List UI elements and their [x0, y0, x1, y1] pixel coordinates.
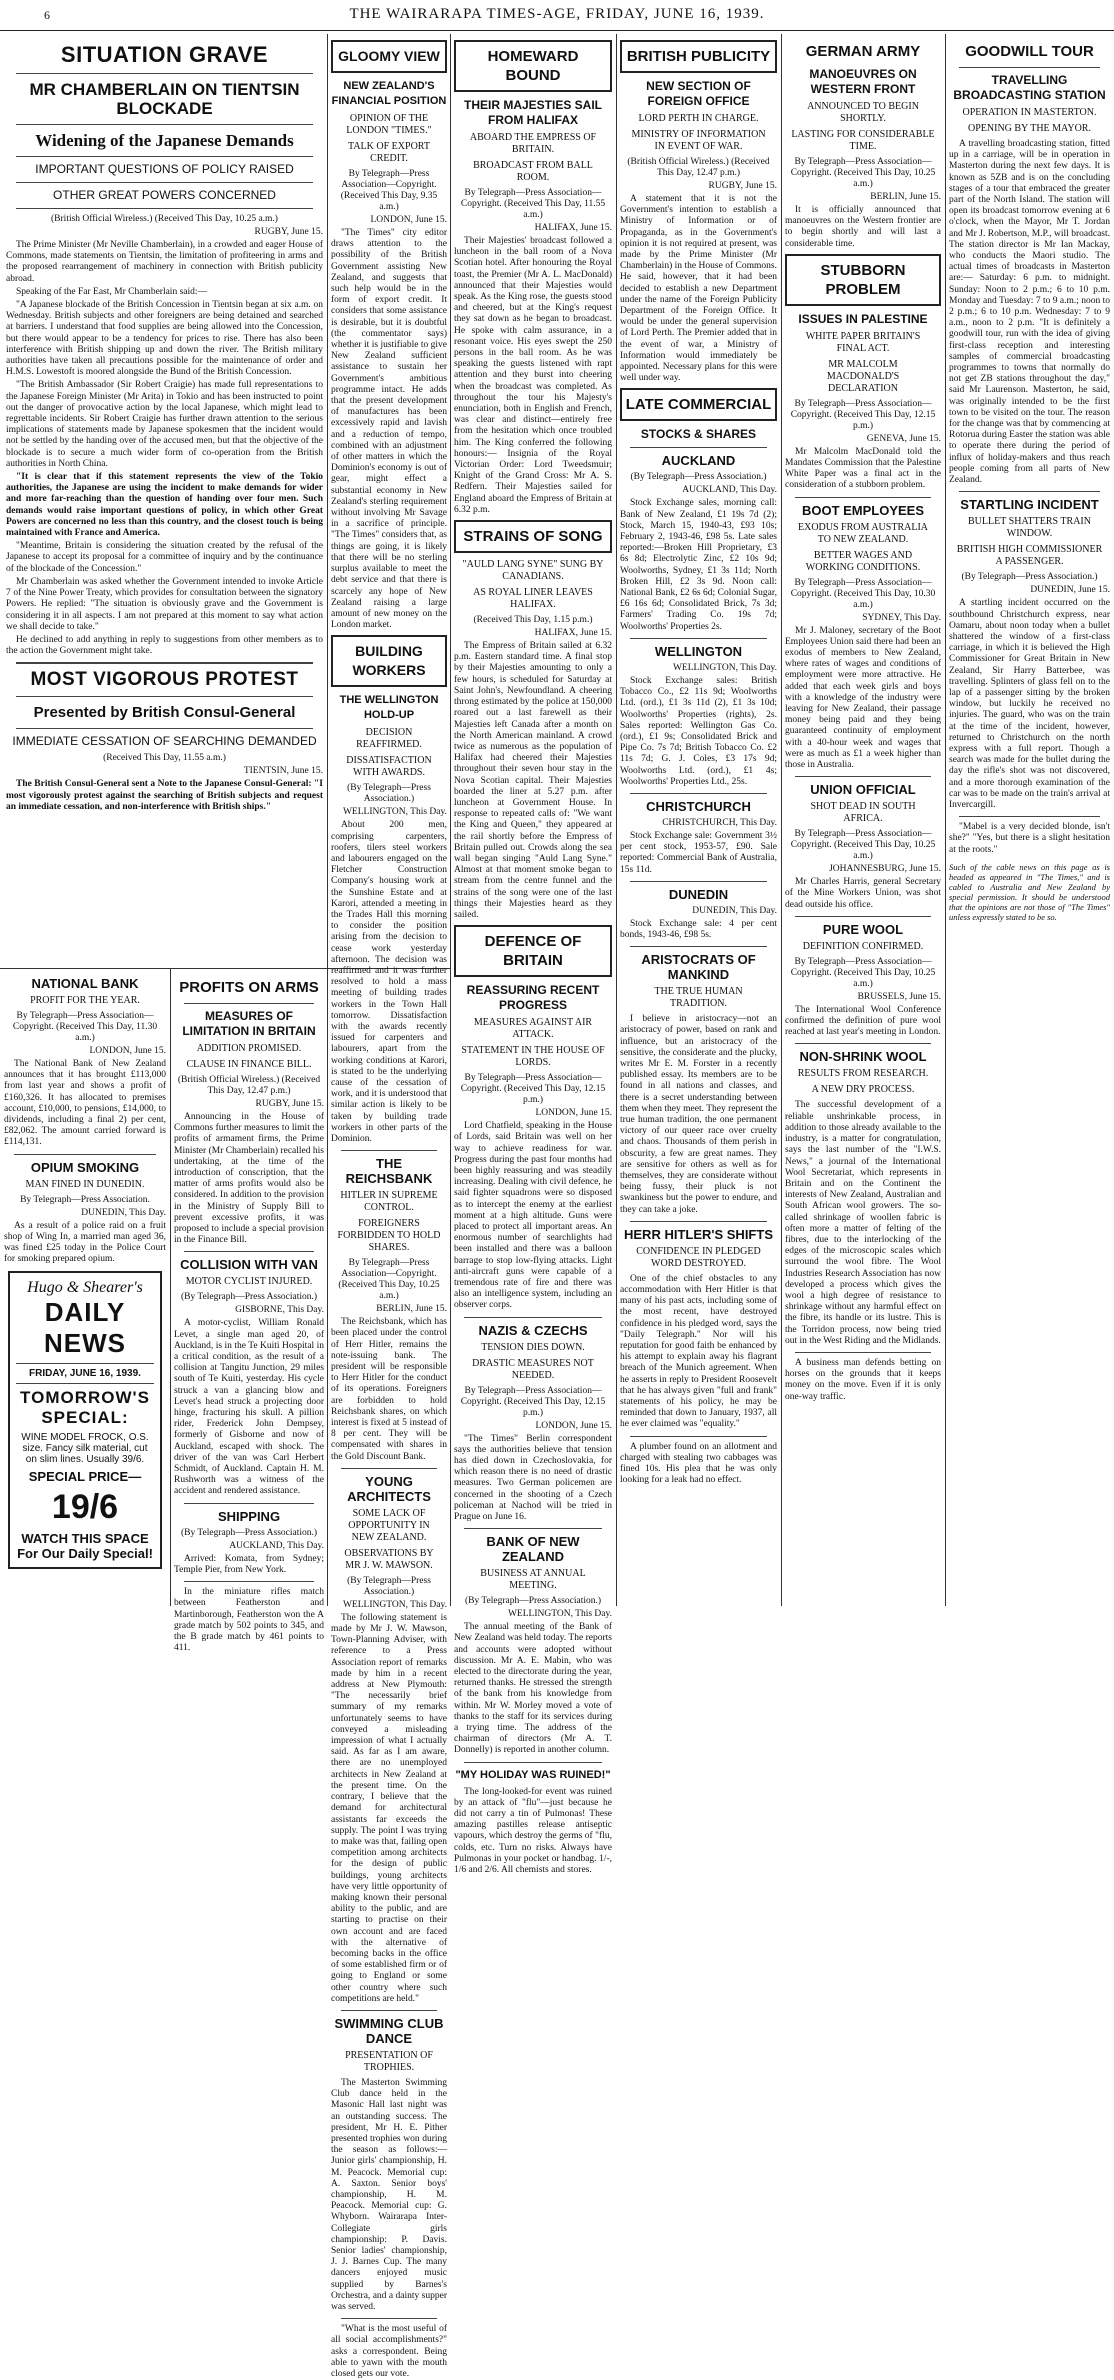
credit: (British Official Wireless.) (Received This Day, 10.25 a.m.) — [51, 214, 278, 224]
headline: NATIONAL BANK — [31, 976, 139, 991]
paragraph: Stock Exchange sale: Government 3½ per cent stock, 1953-57, £90. Sale reported: Commercial Bank of Australia, 15s 11d. — [620, 830, 777, 875]
paragraph: The successful development of a reliable unshrinkable process, in addition to those already available to the industry, is a matter for congratulation, says the last number of the "I.W.S. News," a journal of the International Wool Secretariat, which represents in Britain and on the Continent the interests of New Zealand, Australian and South African wool growers. The so-called shrinkage of woollen fabric is often more a matter of felting of the fibres, due to the interlocking of the edges of the microscopic scales which surround the wool fibre. The Wool Industries Research Association has now developed a process which gives the wool a high degree of resistance to shrinkage without any harmful effect on the fibre, its handle or its lustre. This is the Torridon process, now being tried out in the West Riding and the Midlands. — [785, 1100, 941, 1346]
dateline: RUGBY, June 15. — [254, 227, 323, 237]
subheadline: TALK OF EXPORT CREDIT. — [348, 141, 430, 164]
paragraph: Arrived: Komata, from Sydney; Temple Pier, from New York. — [174, 1553, 324, 1575]
subheadline: MR CHAMBERLAIN ON TIENTSIN BLOCKADE — [29, 80, 300, 118]
ad-brand: Hugo & Shearer's — [27, 1279, 143, 1297]
dateline: HALIFAX, June 15. — [534, 628, 612, 639]
subheadline: Presented by British Consul-General — [33, 704, 296, 722]
headline: SITUATION GRAVE — [60, 42, 269, 67]
column-rule — [616, 34, 617, 1606]
dateline: BRUSSELS, June 15. — [857, 991, 941, 1002]
subheadline: THEIR MAJESTIES SAIL FROM HALIFAX — [463, 98, 603, 127]
subheadline: ADDITION PROMISED. — [196, 1043, 302, 1054]
subheadline: MR MALCOLM MACDONALD'S DECLARATION — [826, 358, 900, 394]
dateline: DUNEDIN, June 15. — [1030, 585, 1110, 596]
headline: BRITISH PUBLICITY — [620, 40, 777, 73]
headline: PROFITS ON ARMS — [179, 979, 319, 996]
dateline: LONDON, June 15. — [535, 1108, 612, 1119]
column-rule — [170, 968, 171, 1606]
credit: By Telegraph—Press Association—Copyright. (Received This Day, 12.15 p.m.) — [790, 398, 936, 431]
dateline: BERLIN, June 15. — [870, 192, 941, 202]
paragraph: The International Wool Conference confirmed the definition of pure wool reached at last year's meeting in London. — [785, 1004, 941, 1038]
headline: AUCKLAND — [661, 453, 736, 469]
paragraph: The Masterton Swimming Club dance held in the Masonic Hall last night was an outstanding success. The president, Mr H. E. Pither presented trophies won during the season as follows:— Junior girls' championship, H. M. Peacock. Memorial cup: A. Saxton. Senior boys' championship, H. M. Peacock. Memorial cup: G. Whyborn. Wairarapa Inter-Collegiate girls championship: P. Davis. Senior ladies' championship, J. J. Barnes Cup. The many dancers enjoyed music supplied by Barnes's Orchestra, and a dainty supper was served. — [331, 2077, 447, 2313]
paragraph: The Reichsbank, which has been placed under the control of Herr Hitler, remains the note-issuing bank. The president will be responsible to Herr Hitler for the conduct of its operations. Foreigners are forbidden to hold Reichsbank shares, on which interest is fixed at 5 instead of 8 per cent. They will be compensated with shares in the Gold Discount Bank. — [331, 1317, 447, 1462]
credit: (By Telegraph—Press Association.) — [630, 472, 767, 483]
credit: By Telegraph—Press Association—Copyright. (Received This Day, 10.25 a.m.) — [790, 956, 936, 989]
dateline: GISBORNE, This Day. — [235, 1305, 324, 1316]
headline: ARISTOCRATS OF MANKIND — [641, 952, 756, 983]
newspaper-title: THE WAIRARAPA TIMES-AGE, FRIDAY, JUNE 16, 1939. — [349, 6, 765, 22]
subheadline: OBSERVATIONS BY MR J. W. MAWSON. — [344, 1547, 434, 1571]
paragraph: Announcing in the House of Commons further measures to limit the profits of armament firms, the Prime Minister (Mr Chamberlain) recalled his undertaking, at the time of the introduction of conscription, that the matter of arms profits would also be considered. In addition to the provision in the Ministry of Supply Bill to prevent excessive profits, it was proposed to include a special provision in the Finance Bill. — [174, 1112, 324, 1246]
subheadline: STATEMENT IN THE HOUSE OF LORDS. — [461, 1045, 605, 1069]
dateline: WELLINGTON, This Day. — [672, 662, 777, 673]
headline: STRAINS OF SONG — [454, 520, 612, 553]
paragraph: "What is the most useful of all social accomplishments?" asks a correspondent. Being able to yawn with the mouth closed gets our vote. — [331, 2324, 447, 2380]
dateline: LONDON, June 15. — [535, 1420, 612, 1431]
column-3 — [454, 36, 613, 1876]
paragraph: Mr Malcolm MacDonald told the Mandates Commission that the Palestine White Paper was a final act in the consideration of a stubborn problem. — [785, 446, 941, 491]
column-6 — [949, 36, 1110, 1606]
column-5 — [785, 36, 941, 1606]
paragraph: Their Majesties' broadcast followed a luncheon in the ball room of a Nova Scotian hotel. After honouring the Royal toast, the Premier (Mr A. L. MacDonald) announced that their Majesties would speak. As the King rose, the guests stood and cheered, but at the King's request they sat down as he began to broadcast. He spoke with calm assurance, in a resonant voice. His eyes swept the 250 persons in the ball room. As he was speaking the guests listened with rapt attention and they burst into cheering when the broadcast was completed. As throughout the tour his Majesty's enunciation, both in English and French, was clear and distinct—entirely free from the hesitation which once troubled him. The King conferred the following honours:— Insignia of the Royal Victorian Order: Lord Tweedsmuir; Knight of the Grand Cross: Mr A. S. Redfern. Their Majesties sailed for England aboard the Empress of Britain at 6.32 p.m. — [454, 236, 612, 515]
subheadline: STOCKS & SHARES — [640, 427, 757, 442]
headline: HERR HITLER'S SHIFTS — [624, 1226, 773, 1242]
paragraph: "Mabel is a very decided blonde, isn't she?" "Yes, but there is a slight hesitation at the roots." — [949, 822, 1110, 855]
credit: (British Official Wireless.) (Received This Day, 12.47 p.m.) — [177, 1075, 321, 1096]
paragraph: "Meantime, Britain is considering the situation created by the refusal of the Japanese to accept its proposal for a committee of inquiry and by the continuance of the blockade of the Concession." — [6, 541, 323, 574]
headline: GOODWILL TOUR — [965, 43, 1094, 60]
paragraph: The Prime Minister (Mr Neville Chamberlain), in a crowded and eager House of Commons, made statements on Tientsin, the limitation of profiteering in arms and the proposed rearrangement of machinery in connection with British publicity abroad. — [6, 240, 323, 284]
headline: NAZIS & CZECHS — [478, 1322, 588, 1338]
column-rule — [945, 34, 946, 1606]
headline: BOOT EMPLOYEES — [801, 502, 925, 518]
subheadline: CLAUSE IN FINANCE BILL. — [186, 1059, 312, 1070]
subheadline: ISSUES IN PALESTINE — [798, 311, 928, 326]
subheadline: OTHER GREAT POWERS CONCERNED — [53, 188, 276, 202]
dateline: HALIFAX, June 15. — [534, 223, 612, 233]
credit: (By Telegraph—Press Association.) — [347, 783, 431, 805]
paragraph: The annual meeting of the Bank of New Zealand was held today. The reports and accounts were adopted without discussion. Mr A. E. Mabin, who was elected to the directorate during the year, returned thanks. He stressed the strength of the bank from his knowledge from within. Mr W. Morley moved a vote of thanks to the staff for its services during a trying time. The address of the chairman of directors (Mr A. T. Donnelly) is reported in another column. — [454, 1622, 612, 1756]
ad-headline: TOMORROW'S SPECIAL: — [20, 1388, 150, 1428]
paragraph: A statement that it is not the Government's intention to establish a Ministry of Information or of Propaganda, as in the Government's opinion it is not required at present, was made by the Prime Minister (Mr Chamberlain) in the House of Commons. He said, however, that it had been decided to establish a new Department under the name of the Foreign Publicity Department of the Foreign Office. It would be under the general supervision of Lord Perth. The Premier added that in the event of war, a Ministry of Information would immediately be appointed. Necessary plans for this were well under way. — [620, 194, 777, 384]
subheadline: EXODUS FROM AUSTRALIA TO NEW ZEALAND. — [797, 521, 928, 545]
headline: GLOOMY VIEW — [331, 40, 447, 73]
headline: SHIPPING — [217, 1508, 281, 1524]
subheadline: MINISTRY OF INFORMATION IN EVENT OF WAR. — [631, 129, 766, 152]
paragraph: Stock Exchange sales: British Tobacco Co., £2 11s 9d; Woolworths Ltd. (ord.), £1 3s 11d (2), £1 3s 10d; Woolworths' Properties (rights), 2s. Sales reported: Wellington Gas Co. (ord.), £1 9s; Consolidated Brick and Pipe Co. 7s 7d; British Tobacco Co. £2 11s 7d; G. J. Coles, £3 17s 9d; Woolworths Ltd. (ord.), £1 4s; Woolworths' Properties Ltd., 25s. — [620, 675, 777, 787]
dateline: DUNEDIN, This Day. — [81, 1207, 166, 1218]
subheadline: SHOT DEAD IN SOUTH AFRICA. — [810, 801, 916, 825]
subheadline: THE WELLINGTON HOLD-UP — [339, 694, 439, 722]
subheadline: LORD PERTH IN CHARGE. — [638, 113, 759, 124]
cable-news-footnote: Such of the cable news on this page as is headed as appeared in "The Times," and is cabled to Australia and New Zealand by special permission. It should be understood that the opinions are not those of "The Times" unless expressly stated to be so. — [949, 861, 1110, 922]
dateline: SYDNEY, This Day. — [862, 612, 941, 623]
headline: BUILDING WORKERS — [331, 635, 447, 687]
subheadline: NEW ZEALAND'S FINANCIAL POSITION — [331, 80, 447, 107]
paragraph: A plumber found on an allotment and charged with stealing two cabbages was fined 10s. His plea that he was only looking for a leak had no effect. — [620, 1441, 777, 1486]
column-4 — [620, 36, 777, 1606]
subheadline: IMPORTANT QUESTIONS OF POLICY RAISED — [35, 162, 294, 176]
credit: By Telegraph—Press Association. — [20, 1194, 150, 1205]
headline: LATE COMMERCIAL — [620, 388, 777, 421]
dateline: TIENTSIN, June 15. — [243, 766, 323, 777]
headline: STUBBORN PROBLEM — [785, 254, 941, 306]
article-body — [6, 240, 323, 657]
paragraph: Speaking of the Far East, Mr Chamberlain said:— — [16, 286, 208, 297]
dateline: WELLINGTON, This Day. — [507, 1609, 612, 1620]
paragraph: Stock Exchange sale: 4 per cent bonds, 1943-46, £98 5s. — [620, 918, 777, 940]
paragraph: "The Times" Berlin correspondent says the authorities believe that tension has died down in Czechoslovakia, for which reason there is no need of drastic measures. Two German policemen are concerned in the shooting of a Czech policeman at Nachod will be tried in Prague on June 16. — [454, 1433, 612, 1523]
column-rule — [450, 34, 451, 1606]
paragraph: He declined to add anything in reply to suggestions from other members as to the action the Government might take. — [6, 634, 323, 657]
paragraph: The following statement is made by Mr J. W. Mawson, Town-Planning Adviser, with reference to a Press Association report of remarks made by him in a recent address at New Plymouth: "The necessarily brief summary of my remarks unfortunately seems to have conveyed a misleading impression of what I actually said. As far as I am aware, there are no unemployed architects in New Zealand at the present time. On the contrary, I believe that the demand for architectural assistants far exceeds the supply. The point I was trying to make was that, failing open competition among architects for the design of public buildings, young architects have very little opportunity of making known their personal ability to the public, and are starting to practise on their own account and are faced with the alternative of becoming backs in the office of some established firm or of going to England or some other country where such competitions are held." — [331, 1612, 447, 2004]
subheadline: OPINION OF THE LONDON "TIMES." — [346, 113, 432, 136]
dateline: WELLINGTON, This Day. — [342, 807, 447, 818]
credit: By Telegraph—Press Association—Copyright. (Received This Day, 11.55 a.m.) — [460, 188, 606, 220]
subheadline: DISSATISFACTION WITH AWARDS. — [346, 755, 432, 779]
subheadline: MEASURES OF LIMITATION IN BRITAIN — [182, 1009, 316, 1038]
subheadline: CONFIDENCE IN PLEDGED WORD DESTROYED. — [636, 1245, 761, 1269]
lead-story — [6, 36, 323, 964]
subheadline: TRAVELLING BROADCASTING STATION — [953, 73, 1106, 102]
credit: By Telegraph—Press Association—Copyright. (Received This Day, 10.25 a.m.) — [790, 829, 936, 862]
credit: By Telegraph—Press Association—Copyright. (Received This Day, 10.25 a.m.) — [338, 1258, 440, 1302]
subheadline: MOTOR CYCLIST INJURED. — [185, 1276, 313, 1288]
subheadline: THE TRUE HUMAN TRADITION. — [654, 986, 743, 1010]
paragraph: "A Japanese blockade of the British Concession in Tientsin began at six a.m. on Wednesday. British subjects and other foreigners are being detained and searched at barriers. I understand that food supplies are being allowed into the Concession, but there would appear to be a tendency for prices to rise. There has also been interference with British shipping up and down the river. The British military authorities have taken all precautions possible for the maintenance of order and H.M.S. Lowestoft is moored alongside the Bund of the British Concession. — [6, 300, 323, 378]
headline: CHRISTCHURCH — [646, 798, 751, 814]
subheadline: OPENING BY THE MAYOR. — [968, 123, 1091, 134]
headline: COLLISION WITH VAN — [180, 1257, 318, 1273]
credit: By Telegraph—Press Association—Copyright. (Received This Day, 11.30 a.m.) — [12, 1011, 158, 1043]
paragraph: I believe in aristocracy—not an aristocracy of power, based on rank and influence, but an aristocracy of the sensitive, the considerate and the plucky, writes Mr E. M. Forster in a recently published essay. Its members are to be found in all nations and classes, and there is a secret understanding between them when they meet. They represent the true human tradition, the one permanent victory of our queer race over cruelty and chaos. Thousands of them perish in obscurity, a few are great names. They are sensitive for others as well as for themselves, they are considerate without being fussy, their pluck is not swankiness but the power to endure, and they can take a joke. — [620, 1014, 777, 1215]
dateline: AUCKLAND, This Day. — [682, 485, 777, 496]
paragraph: In the miniature rifles match between Featherston and Martinborough, Featherston won the A grade match by 502 points to 345, and the B grade match by 461 points to 411. — [174, 1587, 324, 1654]
page-number: 6 — [44, 8, 50, 22]
headline: HOMEWARD BOUND — [454, 40, 612, 92]
subheadline: SOME LACK OF OPPORTUNITY IN NEW ZEALAND. — [348, 1507, 430, 1543]
headline: PURE WOOL — [822, 921, 904, 937]
paragraph: "The British Ambassador (Sir Robert Craigie) has made full representations to the Japanese Foreign Minister (Mr Arita) in Tokio and has been instructed to point out the danger of provocative action by the local Japanese, which might lead to regrettable incidents. Sir Robert Craigie has further drawn attention to the serious implications of statements made by Japanese spokesmen that the incident would not be settled by the handing over of the accused men, but that the objective of the blockade is to secure a much wider form of co-operation from the British authorities in North China. — [6, 380, 323, 469]
paragraph: A travelling broadcasting station, fitted up in a carriage, will be in operation in Masterton during the next few days. It is known as 5ZB and is on the concluding stages of a tour that embraced the greater part of the North Island. The station will open its broadcast tomorrow evening at 6 o'clock, when the Mayor, Mr T. Jordan and Mr J. Robertson, M.P., will broadcast. The station director is Mr Ian Mackay, who conducts the Maori studio. The actual times of broadcasts in Masterton are:— Saturday: 6 p.m. to midnight. Sunday: Noon to 2 p.m.; 6 to 10 p.m. Monday and Tuesday: 7 to 9 a.m.; noon to 2 p.m.; 6 to 10 p.m. Wednesday: 7 to 9 a.m., noon to 2 p.m. "It is definitely a goodwill tour, run with the idea of giving first-class reception and interesting samples of commercial broadcasting programmes to towns that normally do not get ZB stations throughout the day," said Mr Laurenson. Masterton, he said, was originally intended to be the first town to be visited on the tour. The reason for the change was that by commencing at Rotorua during Easter the station was able to operate there during the period of influx of holiday-makers and thus reach people coming from all parts of New Zealand. — [949, 139, 1110, 486]
column-rule — [781, 34, 782, 1606]
subheadline: NEW SECTION OF FOREIGN OFFICE — [646, 79, 751, 108]
subheadline: DRASTIC MEASURES NOT NEEDED. — [472, 1357, 594, 1381]
ad-special-label: SPECIAL PRICE— — [28, 1469, 142, 1485]
headline: YOUNG ARCHITECTS — [347, 1473, 431, 1504]
dateline: RUGBY, June 15. — [708, 181, 777, 191]
masthead — [0, 0, 1114, 31]
subheadline: BRITISH HIGH COMMISSIONER A PASSENGER. — [956, 544, 1103, 568]
column-2 — [331, 36, 447, 2380]
credit: By Telegraph—Press Association—Copyright. (Received This Day, 12.15 p.m.) — [460, 1073, 606, 1106]
paragraph: A motor-cyclist, William Ronald Levet, a single man aged 20, of Auckland, is in the Te Kuiti Hospital in a critical condition, as the result of a collision at Tangitu Junction, 29 miles south of Te Kuiti, yesterday. His cycle struck a van a glancing blow and Levet's head struck a projecting door hinge, fracturing his skull. A pillion rider, Frederick John Dempsey, formerly of Gisborne and now of Auckland, escaped with shock. The driver of the van was Carl Herbert Schmidt, of Auckland. Captain H. M. Rushworth was a witness of the accident and rendered assistance. — [174, 1318, 324, 1497]
subheadline: A NEW DRY PROCESS. — [811, 1084, 915, 1096]
paragraph: One of the chief obstacles to any accommodation with Herr Hitler is that many of his past acts, including some of the most recent, have destroyed confidence in his pledged word, says the "Daily Telegraph." Nor will his reputation for good faith be enhanced by his attempt to explain away his flagrant breach of the Munich agreement. When he asserts in reply to President Roosevelt that he has always given "full and frank" statements of his policy, he may be reminded that down to January, 1937, all he ever claimed was "equality." — [620, 1273, 777, 1430]
ad-footer: WATCH THIS SPACE For Our Daily Special! — [17, 1531, 153, 1562]
paragraph: Mr Charles Harris, general Secretary of the Mine Workers Union, was shot dead outside his office. — [785, 877, 941, 910]
headline: DUNEDIN — [668, 886, 729, 902]
dateline: JOHANNESBURG, June 15. — [829, 864, 941, 875]
paragraph: A business man defends betting on horses on the grounds that it keeps money on the move. Even if it is only one-way traffic. — [785, 1357, 941, 1402]
headline: OPIUM SMOKING — [30, 1159, 140, 1175]
headline: UNION OFFICIAL — [810, 782, 916, 798]
credit: (Received This Day, 1.15 p.m.) — [473, 615, 593, 626]
subheadline: ABOARD THE EMPRESS OF BRITAIN. — [469, 132, 597, 155]
subheadline: PRESENTATION OF TROPHIES. — [345, 2049, 433, 2073]
dateline: AUCKLAND, This Day. — [229, 1540, 324, 1551]
paragraph: "It is clear that if this statement represents the view of the Tokio authorities, the Japanese are using the incident to make demands for wider and more far-reaching than the question of handing over four men. Such demands would raise important questions of policy, in which other Great Powers are concerned no less than this country, and the closest touch is being maintained with France and America. — [6, 472, 323, 539]
subheadline: TENSION DIES DOWN. — [481, 1341, 585, 1353]
credit: (By Telegraph—Press Association.) — [464, 1596, 602, 1607]
paragraph: The Empress of Britain sailed at 6.32 p.m. Eastern standard time. A final stop by their Majesties amounting to only a few hours, is scheduled for Saturday at Saint John's, Newfoundland. A cheering throng estimated by the police at 150,000 roared out a last farewell as their Majesties left Canada after a month on the North American mainland. A crowd twice as numerous as the population of Halifax had cheered their Majesties throughout their seven hour stay in the Nova Scotian capital. Their Majesties boarded the liner at 5.27 p.m. after luncheon at Government House. In response to repeated calls of: "We want the King and Queen," they appeared at the rail shortly before the Empress of Britain pulled out. Crowds along the sea wall began singing "Auld Lang Syne." Almost at that moment smoke began to stream from the centre funnel and the strains of the song were one of the last things their Majesties heard as they sailed. — [454, 641, 612, 920]
headline: MOST VIGOROUS PROTEST — [30, 669, 299, 691]
credit: By Telegraph—Press Association—Copyright. (Received This Day, 10.25 a.m.) — [790, 157, 936, 189]
dateline: LONDON, June 15. — [89, 1046, 166, 1056]
credit: (By Telegraph—Press Association.) — [180, 1527, 318, 1538]
subheadline: WHITE PAPER BRITAIN'S FINAL ACT. — [805, 330, 921, 354]
dateline: DUNEDIN, This Day. — [692, 905, 777, 916]
ad-date: FRIDAY, JUNE 16, 1939. — [29, 1368, 141, 1380]
headline: DEFENCE OF BRITAIN — [454, 925, 612, 977]
subheadline: RESULTS FROM RESEARCH. — [797, 1068, 929, 1080]
dateline: GENEVA, June 15. — [866, 433, 941, 444]
headline: WELLINGTON — [654, 643, 743, 659]
credit: (Received This Day, 11.55 a.m.) — [103, 753, 226, 764]
subheadline: Widening of the Japanese Demands — [35, 131, 294, 150]
subheadline: AS ROYAL LINER LEAVES HALIFAX. — [473, 587, 593, 611]
credit: (By Telegraph—Press Association.) — [347, 1575, 431, 1597]
column-2-lower — [174, 972, 324, 1654]
paragraph: The British Consul-General sent a Note to the Japanese Consul-General: "I most vigorously protest against the searching of British subjects and request an immediate cessation, and non-interference with British ships." — [6, 779, 323, 812]
paragraph: About 200 men, comprising carpenters, roofers, tilers steel workers and labourers engaged on the Fletcher Construction Company's housing work at the Sunshine Estate and at Karori, attended a meeting in the Trades Hall this morning to consider the position arising from the decision to cease work yesterday afternoon. The decision was reaffirmed and it was further resolved to hold a mass meeting of building trades workers in the Town Hall tomorrow. Dissatisfaction with the awards recently issued for carpenters and labourers, apart from the working conditions at Karori, is stated to be the underlying cause of the cessation of work, and it is understood that similar action is likely to be taken by building trade workers in other parts of the Dominion. — [331, 820, 447, 1144]
headline: STARTLING INCIDENT — [960, 497, 1099, 513]
paragraph: "The Times" city editor draws attention to the possibility of the British Government assisting New Zealand, and suggests that such help would be in the form of export credit. It considers that some assistance is desirable, but it is doubtful (the commentator says) whether it is justifiable to give New Zealand sufficient assistance to sustain her Government's ambitious programme intact. He adds that the present development of manufactures has been excessively rapid and lavish and a reduction of tempo, combined with an adjustment of other matters in which the Dominion's economy is out of gear, might effect a substantial economy in New Zealand's sterling requirement without involving Mr Savage in a sacrifice of principle. "The Times" considers that, as things are going, it is likely that there will be no sterling surplus available to meet the debt service and that there is scarcely any hope of New Zealand raising a large amount of new money on the London market. — [331, 228, 447, 631]
subheadline: OPERATION IN MASTERTON. — [962, 107, 1097, 118]
dateline: RUGBY, June 15. — [255, 1099, 324, 1109]
paragraph: Lord Chatfield, speaking in the House of Lords, said Britain was well on her way to achieve readiness for war. Progress during the past four months had been highly reassuring and was steadily increasing. Dealing with civil defence, he said fighter squadrons were so disposed as to intercept the enemy at the earliest moment at a high altitude. Guns were placed to protect all important areas. An enormous number of searchlights had been installed and there was a balloon barrage to stop low-flying attacks. Light anti-aircraft guns were capable of a tremendous rate of fire and there was also an intelligence system, including an observer corps. — [454, 1121, 613, 1311]
dateline: BERLIN, June 15. — [376, 1304, 447, 1315]
credit: (By Telegraph—Press Association.) — [961, 572, 1098, 583]
headline: BANK OF NEW ZEALAND — [486, 1534, 580, 1565]
paragraph: It is officially announced that manoeuvres on the Western frontier are to begin shortly and will last a considerable time. — [785, 205, 941, 249]
credit: By Telegraph—Press Association—Copyright. (Received This Day, 9.35 a.m.) — [340, 169, 438, 212]
credit: (British Official Wireless.) (Received This Day, 12.47 p.m.) — [627, 157, 770, 178]
dateline: LONDON, June 15. — [370, 215, 447, 225]
paragraph: The long-looked-for event was ruined by an attack of "flu"—just because he did not carry a tin of Pulmonas! These amazing pastilles release antiseptic vapours, which destroy the germs of "flu, colds, etc. Turn no risks. Always have Pulmonas in your pocket or handbag. 1/-, 1/6 and 2/6. All chemists and stores. — [454, 1786, 612, 1876]
article-body — [6, 779, 323, 813]
column-rule — [327, 34, 328, 1606]
subheadline: MANOEUVRES ON WESTERN FRONT — [809, 67, 917, 96]
subheadline: ANNOUNCED TO BEGIN SHORTLY. — [807, 101, 919, 124]
paragraph: As a result of a police raid on a fruit shop of Wing In, a married man aged 36, was fined £25 today in the Police Court for smoking prepared opium. — [4, 1220, 166, 1265]
subheadline: DECISION REAFFIRMED. — [356, 727, 422, 751]
dateline: CHRISTCHURCH, This Day. — [662, 817, 777, 828]
headline: NON-SHRINK WOOL — [799, 1049, 927, 1065]
subheadline: MAN FINED IN DUNEDIN. — [25, 1178, 145, 1190]
credit: By Telegraph—Press Association—Copyright. (Received This Day, 10.30 a.m.) — [790, 577, 936, 610]
ad-description: WINE MODEL FROCK, O.S. size. Fancy silk material, cut on slim lines. Usually 39/6. — [21, 1432, 149, 1466]
paragraph: Stock Exchange sales, morning call: Bank of New Zealand, £1 19s 7d (2); Stock, March 15, 1940-43, £93 10s; February 2, 1943-46, £98 5s. Late sales reported:—Broken Hill Proprietary, £3 6s 8d; Electrolytic Zinc, £2 10s 9d; Woolworths, Sydney, £1 3s 11d; North Broken Hill, £2 3s 9d. Noon call: National Bank, £2 6s 6d; Colonial Sugar, £6 16s 6d; Consolidated Brick, 7s 3d; Farmers' Trading Co. 19s 7d; Woolworths' Properties 2s. — [620, 498, 777, 632]
subheadline: "AULD LANG SYNE" SUNG BY CANADIANS. — [462, 559, 604, 583]
ad-price: 19/6 — [51, 1488, 119, 1527]
headline: THE REICHSBANK — [345, 1156, 433, 1187]
daily-news-advertisement — [8, 1271, 162, 1569]
paragraph: Mr Chamberlain was asked whether the Government intended to invoke Article 7 of the Nine Power Treaty, which provides for consultation between the signatory Powers. He replied: "The situation is obviously grave and the Government is considering it in all aspects. I am not prepared at this moment to say what action we shall decide to take." — [6, 576, 323, 632]
paragraph: Mr J. Maloney, secretary of the Boot Employees Union said there had been an exodus of members to New Zealand, where rates of wages and conditions of employment were more attractive. He added that each week girls and boys with a knowledge of the industry were leaving for New Zealand, their passage money being paid and they being guaranteed continuity of employment with a 40-hour week and wages that were as much as £1 a week higher than those in Australia. — [785, 625, 941, 771]
subheadline: DEFINITION CONFIRMED. — [802, 940, 924, 952]
subheadline: IMMEDIATE CESSATION OF SEARCHING DEMANDED — [12, 734, 317, 749]
credit: (By Telegraph—Press Association.) — [180, 1292, 318, 1303]
subheadline: LASTING FOR CONSIDERABLE TIME. — [791, 129, 935, 152]
credit: By Telegraph—Press Association—Copyright. (Received This Day, 12.15 p.m.) — [460, 1385, 606, 1418]
subheadline: BROADCAST FROM BALL ROOM. — [473, 160, 593, 183]
paragraph: The National Bank of New Zealand announces that it has brought £113,000 from last year and shows a profit of £160,326. It has allocated to premises account, £10,000, to pensions, £14,000, to dividends, including a final 2) per cent, £82,062. The amount carried forward is £114,131. — [4, 1059, 166, 1148]
subheadline: MEASURES AGAINST AIR ATTACK. — [473, 1017, 593, 1041]
dateline: WELLINGTON, This Day. — [342, 1599, 447, 1610]
subheadline: HITLER IN SUPREME CONTROL. — [340, 1190, 438, 1214]
subheadline: PROFIT FOR THE YEAR. — [30, 995, 140, 1006]
subheadline: FOREIGNERS FORBIDDEN TO HOLD SHARES. — [337, 1218, 441, 1254]
headline: GERMAN ARMY — [805, 43, 921, 60]
ad-title: DAILY NEWS — [44, 1297, 126, 1359]
headline: SWIMMING CLUB DANCE — [334, 2015, 444, 2046]
paragraph: A startling incident occurred on the southbound Christchurch express, near Oamaru, about noon today when a bullet shattered the window of a first-class carriage, in which it is believed the High Commissioner for Great Britain in New Zealand, Sir Harry Batterbee, was travelling. Splinters of glass fell on to the lap of a passenger sitting by the broken window, but luckily he received no injuries. The guard, who was on the train at the time of the incident, however, returned to Christchurch on the north express with a full report. Though a search was made for the bullet during the day the rifle's shot was not discovered, and a more thorough examination of the car was to be made on the train's arrival at Invercargill. — [949, 598, 1110, 810]
subheadline: REASSURING RECENT PROGRESS — [466, 983, 600, 1013]
subheadline: BUSINESS AT ANNUAL MEETING. — [480, 1568, 586, 1592]
subheadline: BULLET SHATTERS TRAIN WINDOW. — [968, 516, 1091, 540]
headline: "MY HOLIDAY WAS RUINED!" — [455, 1768, 611, 1781]
subheadline: BETTER WAGES AND WORKING CONDITIONS. — [805, 549, 921, 573]
column-1-lower — [4, 972, 166, 1606]
